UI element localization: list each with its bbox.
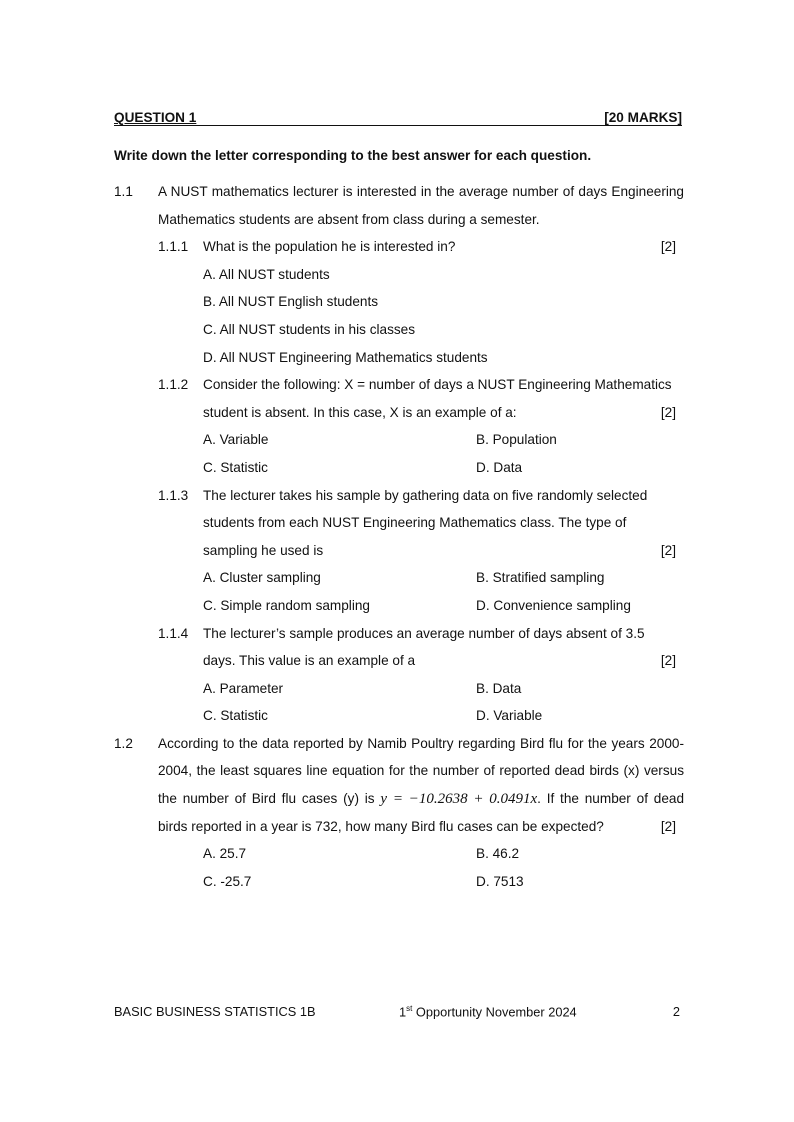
marks: [2]: [660, 653, 676, 669]
question-text: According to the data reported by Namib Poultry regarding Bird flu for the years 2000-: [158, 735, 684, 751]
option: B. All NUST English students: [203, 294, 379, 310]
option: A. Cluster sampling: [203, 570, 321, 586]
option: A. 25.7: [203, 846, 247, 862]
question-text: birds reported in a year is 732, how many Bird flu cases can be expected?: [158, 818, 604, 834]
subquestion-text: days. This value is an example of a: [203, 653, 416, 669]
question-text: Mathematics students are absent from class during a semester.: [158, 211, 540, 227]
subquestion-text: students from each NUST Engineering Mathematics class. The type of: [203, 515, 627, 531]
option: D. 7513: [476, 873, 524, 889]
subquestion-number: 1.1.4: [158, 625, 189, 641]
question-title: QUESTION 1: [114, 110, 197, 125]
option: A. Variable: [203, 432, 269, 448]
question-header: [114, 107, 682, 126]
option: B. Population: [476, 432, 557, 448]
opportunity: [399, 1004, 577, 1019]
question-marks: [20 MARKS]: [604, 110, 682, 125]
regression-equation: y = −10.2638 + 0.0491x: [380, 791, 538, 808]
option: B. 46.2: [476, 846, 520, 862]
option: C. Statistic: [203, 459, 268, 475]
marks: [2]: [660, 404, 676, 420]
option: D. Data: [476, 459, 523, 475]
option: C. Statistic: [203, 708, 268, 724]
question-text-part: the number of Bird flu cases (y) is: [158, 791, 375, 807]
subquestion-text: What is the population he is interested in?: [203, 239, 456, 255]
subquestion-text: sampling he used is: [203, 542, 324, 558]
marks: [2]: [660, 818, 676, 834]
ordinal-suffix: st: [406, 1004, 413, 1013]
option: A. All NUST students: [203, 266, 330, 282]
question-number: 1.2: [114, 735, 133, 751]
question-text-part: . If the number of dead: [537, 791, 684, 807]
option: D. All NUST Engineering Mathematics students: [203, 349, 488, 365]
question-text: [158, 785, 684, 814]
option: B. Data: [476, 680, 522, 696]
subquestion-number: 1.1.2: [158, 377, 189, 393]
question-text: 2004, the least squares line equation for the number of reported dead birds (x) versus: [158, 763, 684, 779]
subquestion-text: Consider the following: X = number of days a NUST Engineering Mathematics: [203, 377, 672, 393]
subquestion-number: 1.1.1: [158, 239, 189, 255]
option: D. Variable: [476, 708, 543, 724]
question-body: [114, 178, 684, 895]
page-number: 2: [672, 1004, 680, 1019]
option: B. Stratified sampling: [476, 570, 605, 586]
subquestion-text: The lecturer takes his sample by gathering data on five randomly selected: [203, 487, 648, 503]
option: D. Convenience sampling: [476, 597, 631, 613]
subquestion-number: 1.1.3: [158, 487, 189, 503]
subquestion-text: student is absent. In this case, X is an example of a:: [203, 404, 517, 420]
question-text: A NUST mathematics lecturer is interested in the average number of days Engineering: [158, 184, 684, 199]
subquestion-text: The lecturer’s sample produces an average number of days absent of 3.5: [203, 625, 645, 641]
option: C. -25.7: [203, 873, 252, 889]
marks: [2]: [660, 239, 676, 255]
option: A. Parameter: [203, 680, 284, 696]
instruction: Write down the letter corresponding to the best answer for each question.: [114, 148, 592, 163]
opportunity-number: 1: [399, 1004, 407, 1020]
option: C. All NUST students in his classes: [203, 321, 416, 337]
option: C. Simple random sampling: [203, 597, 370, 613]
course-name: BASIC BUSINESS STATISTICS 1B: [114, 1004, 316, 1019]
question-number: 1.1: [114, 184, 133, 199]
opportunity-text: Opportunity November 2024: [412, 1004, 577, 1020]
marks: [2]: [660, 542, 676, 558]
